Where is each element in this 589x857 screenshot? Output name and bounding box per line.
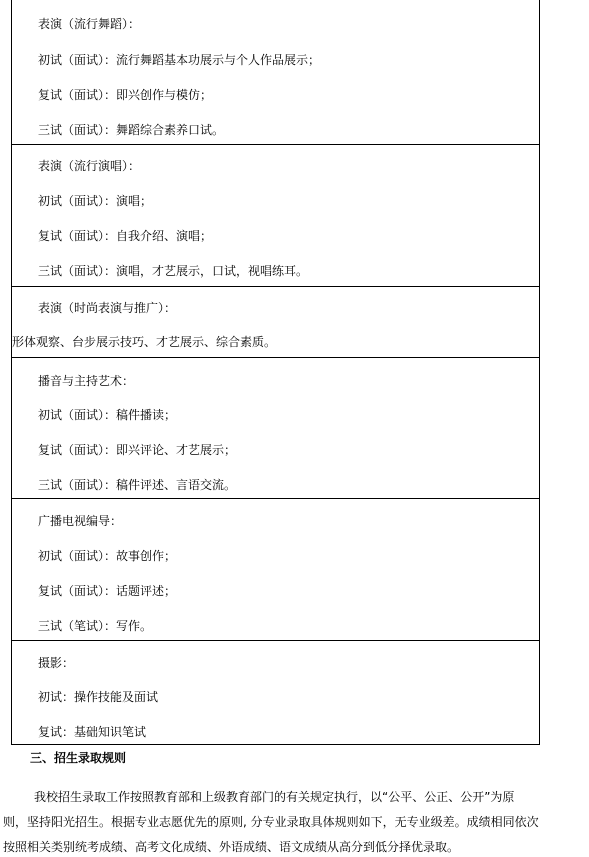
cell-line: 复试（面试）：自我介绍、演唱； [38, 229, 213, 243]
cell-title: 表演（流行演唱）： [38, 159, 141, 173]
cell-line: 三试（面试）：演唱，才艺展示，口试，视唱练耳。 [38, 264, 309, 278]
cell-title: 表演（时尚表演与推广）： [38, 301, 177, 315]
cell-line: 三试（笔试）：写作。 [38, 619, 153, 633]
exam-requirements-table [11, 0, 540, 745]
cell-title: 表演（流行舞蹈）： [38, 17, 141, 31]
table-cell-pop-dance [12, 0, 539, 144]
table-cell-broadcasting-hosting [12, 357, 539, 498]
cell-line: 初试（面试）：流行舞蹈基本功展示与个人作品展示； [38, 53, 321, 67]
cell-line: 复试（面试）：即兴评论、才艺展示； [38, 443, 237, 457]
table-cell-fashion-performance [12, 286, 539, 357]
paragraph-line: 按照相关类别统考成绩、高考文化成绩、外语成绩、语文成绩从高分到低分择优录取。 [3, 840, 460, 854]
cell-line: 形体观察、台步展示技巧、才艺展示、综合素质。 [12, 335, 277, 349]
cell-title: 播音与主持艺术： [38, 374, 135, 388]
table-cell-pop-singing [12, 144, 539, 286]
cell-line: 初试（面试）：演唱； [38, 194, 153, 208]
cell-line: 复试（面试）：话题评述； [38, 584, 177, 598]
cell-title: 摄影： [38, 656, 75, 670]
cell-line: 初试（面试）：故事创作； [38, 549, 177, 563]
section-heading: 三、招生录取规则 [30, 751, 127, 765]
cell-line: 三试（面试）：舞蹈综合素养口试。 [38, 123, 225, 137]
cell-line: 复试（面试）：即兴创作与模仿； [38, 88, 213, 102]
cell-line: 初试：操作技能及面试 [38, 690, 159, 704]
table-cell-tv-directing [12, 498, 539, 640]
paragraph-line: 则，坚持阳光招生。根据专业志愿优先的原则, 分专业录取具体规则如下，无专业级差。成绩相同依次 [3, 815, 539, 829]
table-cell-photography [12, 640, 539, 744]
cell-title: 广播电视编导： [38, 514, 123, 528]
cell-line: 初试（面试）：稿件播读； [38, 408, 177, 422]
cell-line: 复试：基础知识笔试 [38, 725, 147, 739]
cell-line: 三试（面试）：稿件评述、言语交流。 [38, 478, 237, 492]
paragraph-line: 我校招生录取工作按照教育部和上级教育部门的有关规定执行，以“公平、公正、公开”为原 [34, 790, 515, 804]
